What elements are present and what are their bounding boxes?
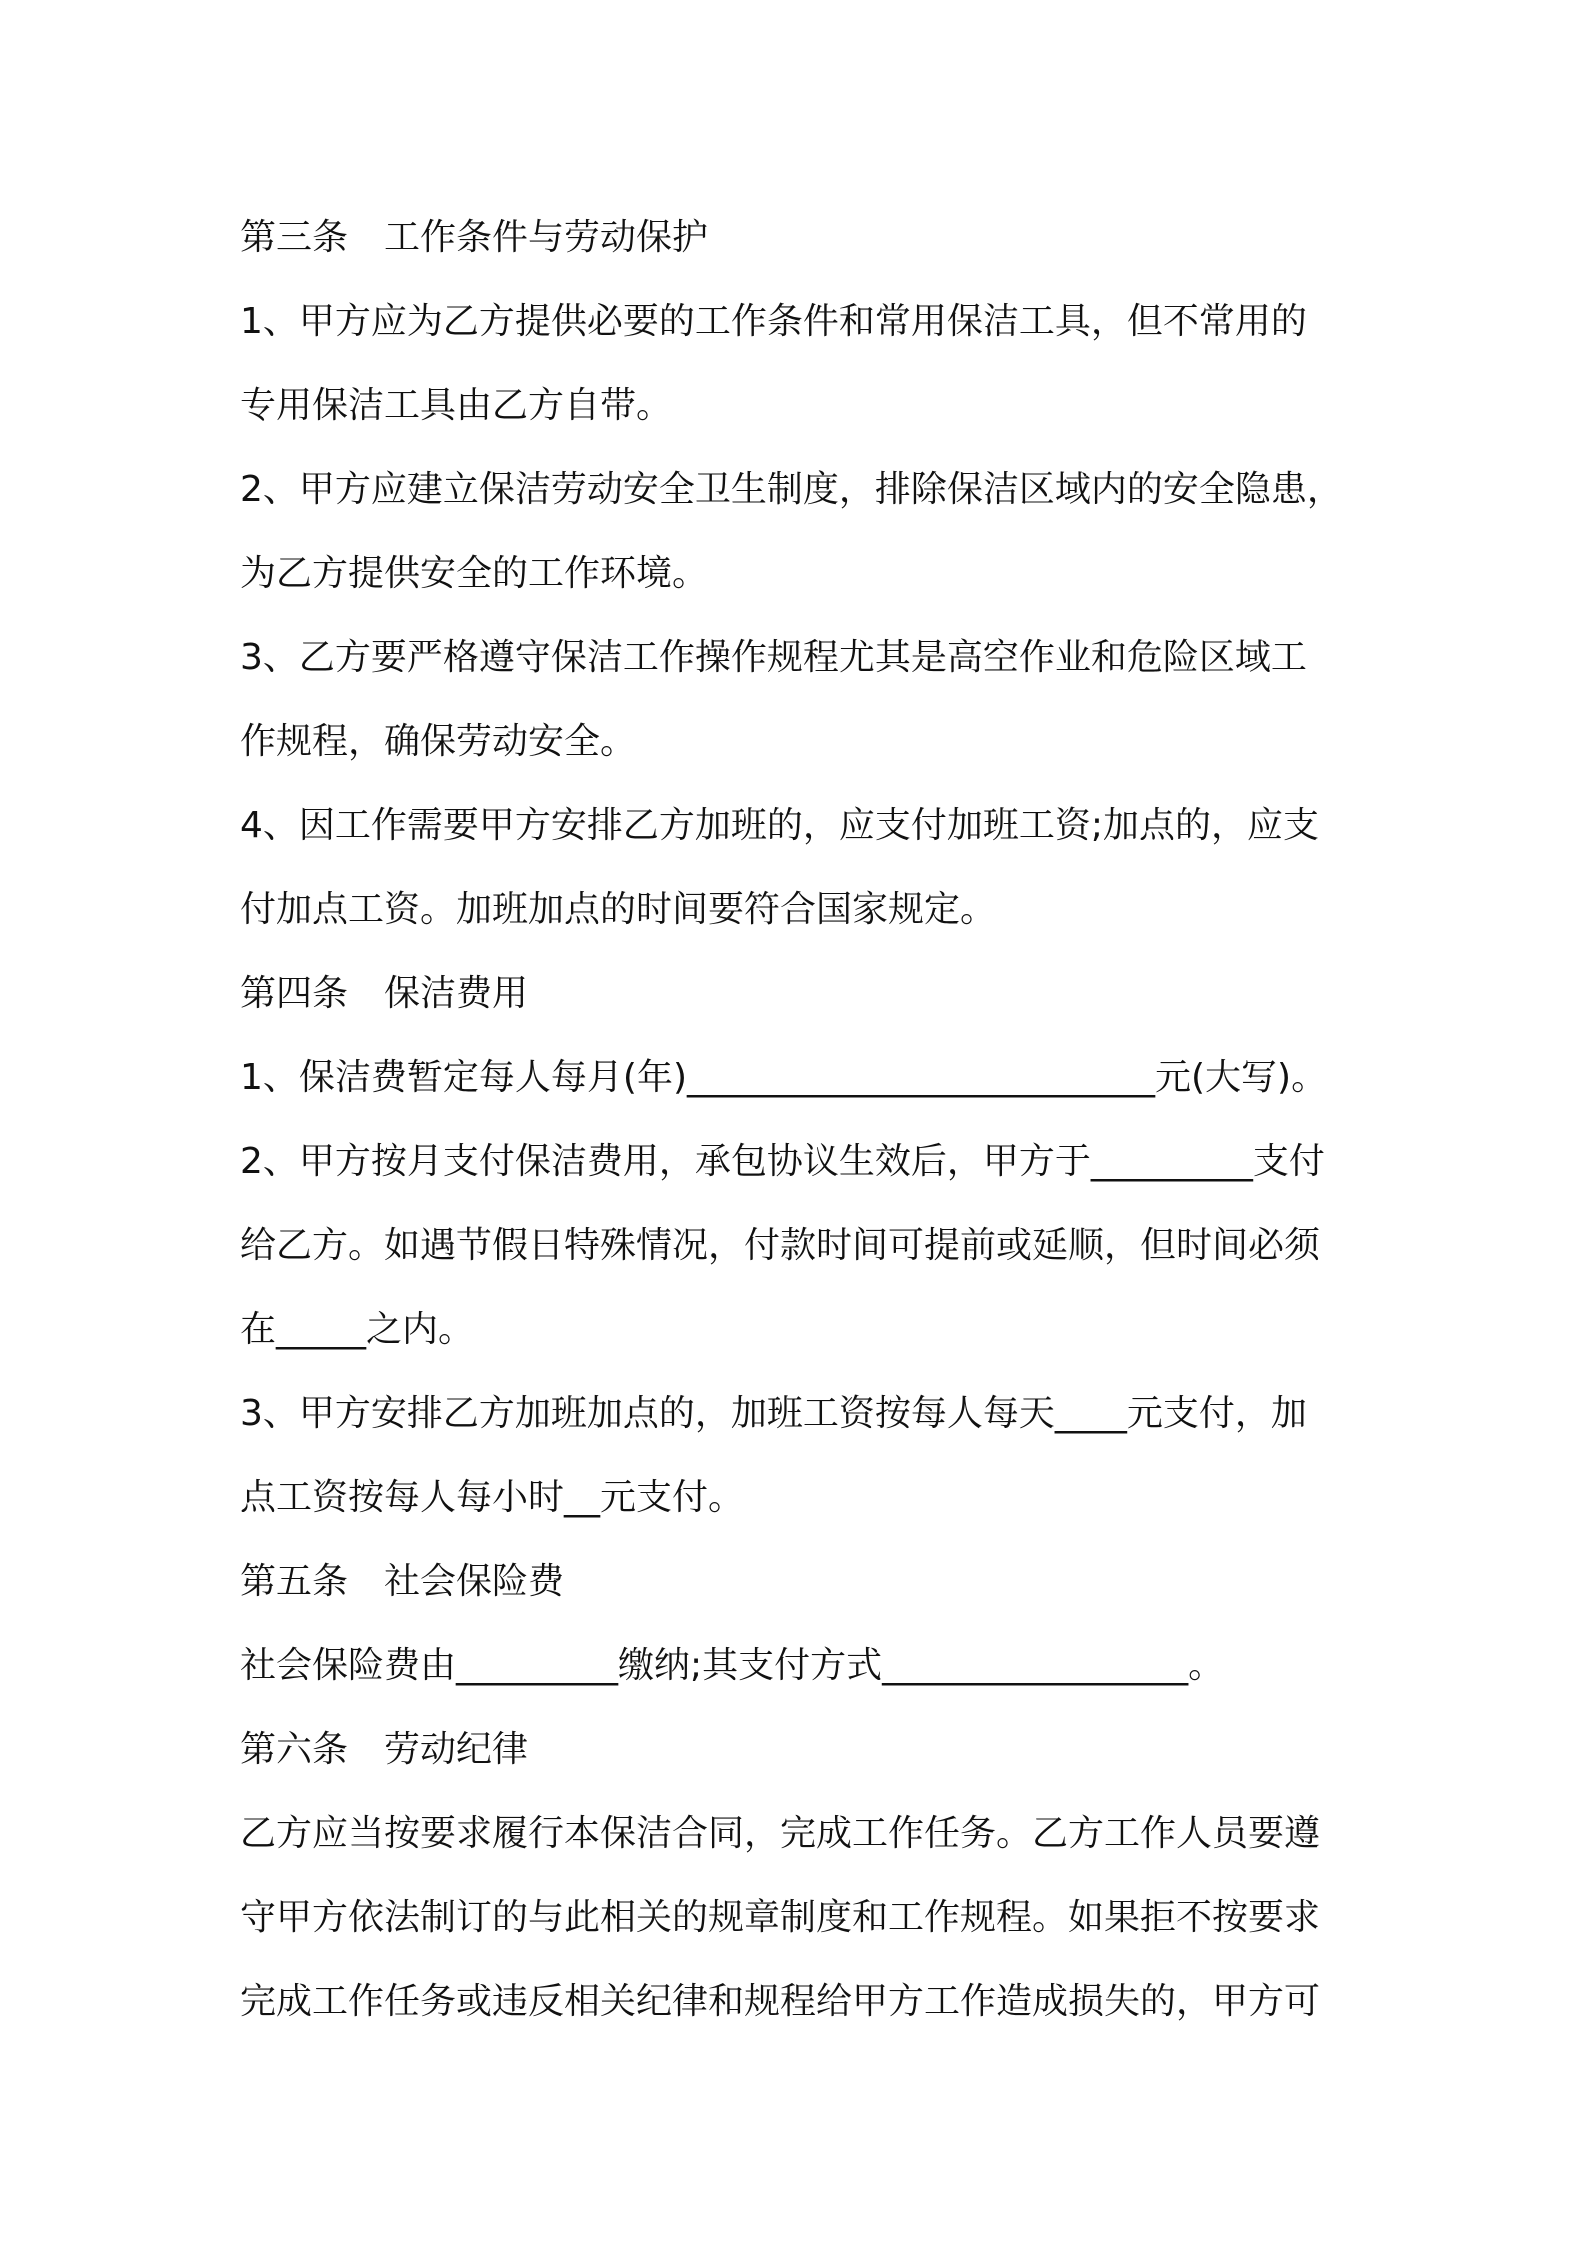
article-6-heading: 第六条 劳动纪律 — [240, 1729, 529, 1770]
paragraph-line: 付加点工资。加班加点的时间要符合国家规定。 — [240, 889, 997, 930]
paragraph-line: 守甲方依法制订的与此相关的规章制度和工作规程。如果拒不按要求 — [240, 1897, 1321, 1938]
paragraph-line: 作规程，确保劳动安全。 — [240, 721, 637, 762]
article-5-heading: 第五条 社会保险费 — [240, 1561, 565, 1602]
paragraph-line: 给乙方。如遇节假日特殊情况，付款时间可提前或延顺，但时间必须 — [240, 1225, 1321, 1266]
paragraph-line: 1、保洁费暂定每人每月(年)__________________________元(大写)。 — [240, 1057, 1328, 1098]
paragraph-line: 2、甲方应建立保洁劳动安全卫生制度，排除保洁区域内的安全隐患， — [240, 469, 1343, 510]
paragraph-line: 乙方应当按要求履行本保洁合同，完成工作任务。乙方工作人员要遵 — [240, 1813, 1321, 1854]
paragraph-line: 3、乙方要严格遵守保洁工作操作规程尤其是高空作业和危险区域工 — [240, 637, 1307, 678]
paragraph-line: 点工资按每人每小时__元支付。 — [240, 1477, 745, 1518]
paragraph-line: 2、甲方按月支付保洁费用，承包协议生效后，甲方于_________支付 — [240, 1141, 1325, 1182]
paragraph-line: 完成工作任务或违反相关纪律和规程给甲方工作造成损失的，甲方可 — [240, 1981, 1321, 2022]
article-3-heading: 第三条 工作条件与劳动保护 — [240, 217, 709, 258]
paragraph-line: 3、甲方安排乙方加班加点的，加班工资按每人每天____元支付，加 — [240, 1393, 1307, 1434]
paragraph-line: 1、甲方应为乙方提供必要的工作条件和常用保洁工具，但不常用的 — [240, 301, 1307, 342]
paragraph-line: 为乙方提供安全的工作环境。 — [240, 553, 709, 594]
paragraph-line: 专用保洁工具由乙方自带。 — [240, 385, 673, 426]
paragraph-line: 在_____之内。 — [240, 1309, 475, 1350]
article-4-heading: 第四条 保洁费用 — [240, 973, 529, 1014]
paragraph-line: 4、因工作需要甲方安排乙方加班的，应支付加班工资;加点的，应支 — [240, 805, 1320, 846]
paragraph-line: 社会保险费由_________缴纳;其支付方式_________________。 — [240, 1645, 1225, 1686]
document-body — [240, 196, 1360, 2044]
